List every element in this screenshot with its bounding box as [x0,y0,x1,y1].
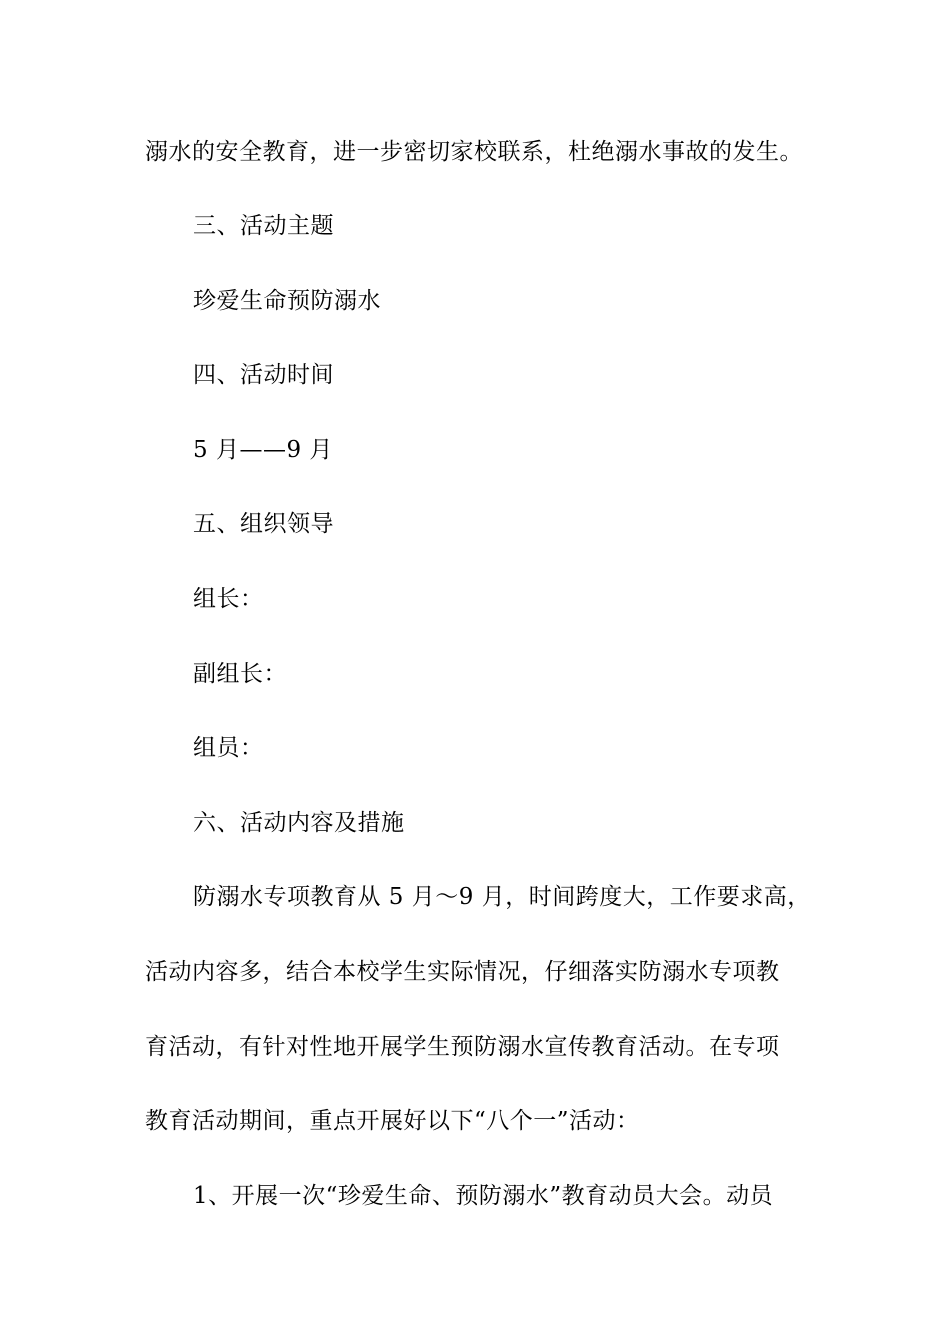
paragraph-line: 育活动，有针对性地开展学生预防溺水宣传教育活动。在专项 [145,1034,780,1060]
leader-label: 组长： [193,586,264,612]
section-heading-time: 四、活动时间 [193,362,334,388]
theme-text: 珍爱生命预防溺水 [193,288,381,314]
list-item-1: 1、开展一次“珍爱生命、预防溺水”教育动员大会。动员 [193,1183,774,1209]
paragraph-line: 活动内容多，结合本校学生实际情况，仔细落实防溺水专项教 [145,959,780,985]
section-heading-leadership: 五、组织领导 [193,511,334,537]
section-heading-content: 六、活动内容及措施 [193,810,405,836]
paragraph-line: 防溺水专项教育从 5 月～9 月，时间跨度大，工作要求高， [193,884,811,910]
deputy-leader-label: 副组长： [193,661,287,687]
members-label: 组员： [193,735,264,761]
paragraph-line: 溺水的安全教育，进一步密切家校联系，杜绝溺水事故的发生。 [145,139,803,165]
time-text: 5 月——9 月 [193,437,333,463]
paragraph-line: 教育活动期间，重点开展好以下“八个一”活动： [145,1108,640,1134]
section-heading-theme: 三、活动主题 [193,213,334,239]
